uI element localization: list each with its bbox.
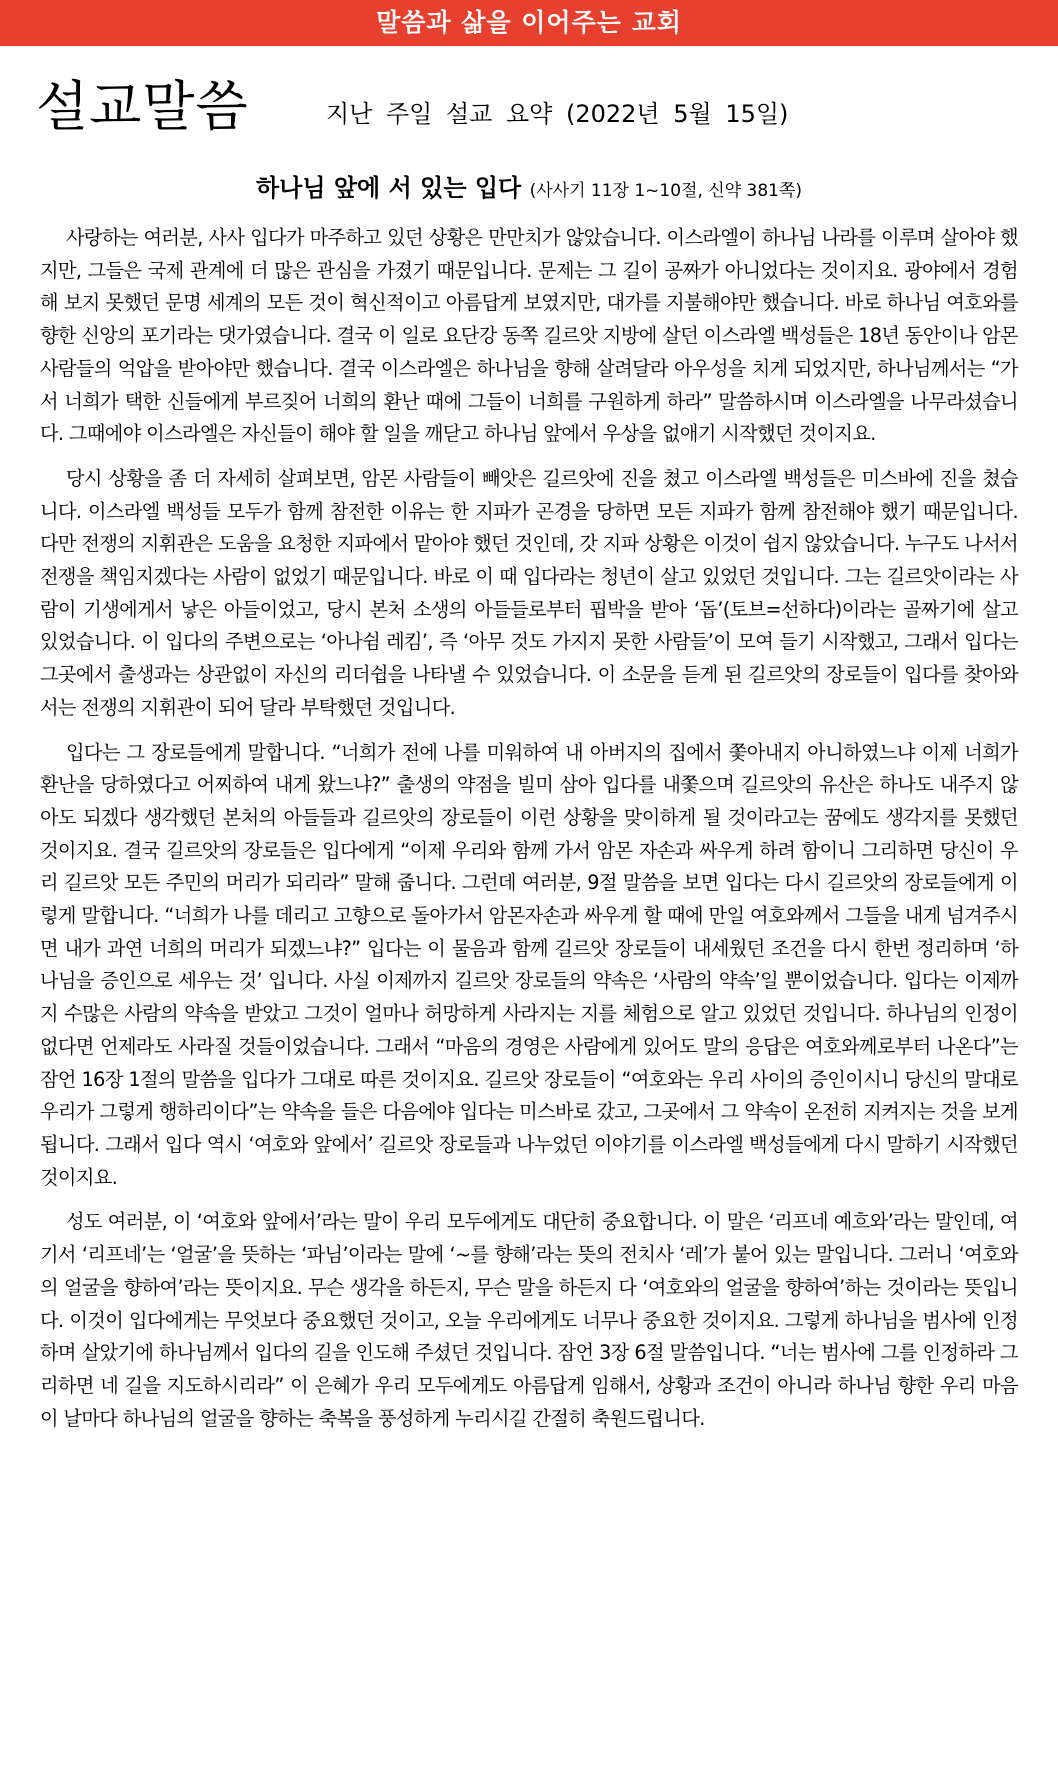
sermon-reference: (사사기 11장 1~10절, 신약 381쪽) <box>529 181 803 201</box>
paragraph-4: 성도 여러분, 이 ‘여호와 앞에서’라는 말이 우리 모두에게도 대단히 중요합니다. 이 말은 ‘리프네 예흐와’라는 말인데, 여기서 ‘리프네’는 ‘얼굴’을 뜻하는 ‘파님’이라는 말에 ‘~를 향해’라는 뜻의 전치사 ‘레’가 붙어 있는 말입니다. 그러니 ‘여호와의 얼굴을 향하여’라는 뜻이지요. 무슨 생각을 하든지, 무슨 말을 하든지 다 ‘여호와의 얼굴을 향하여’하는 것이라는 뜻입니다. 이것이 입다에게는 무엇보다 중요했던 것이고, 오늘 우리에게도 너무나 중요한 것이지요. 그렇게 하나님을 범사에 인정하며 살았기에 하나님께서 입다의 길을 인도해 주셨던 것입니다. 잠언 3장 6절 말씀입니다. “너는 범사에 그를 인정하라 그리하면 네 길을 지도하시리라” 이 은혜가 우리 모두에게도 아름답게 임해서, 상황과 조건이 아니라 하나님 향한 우리 마음이 날마다 하나님의 얼굴을 향하는 축복을 풍성하게 누리시길 간절히 축원드립니다. <box>40 1210 1018 1430</box>
sermon-heading <box>0 172 1058 207</box>
page-subtitle: 지난 주일 설교 요약 (2022년 5월 15일) <box>326 100 789 128</box>
page-title: 설교말씀 <box>36 75 249 138</box>
sermon-title: 하나님 앞에 서 있는 입다 <box>255 174 522 202</box>
paragraph-3: 입다는 그 장로들에게 말합니다. “너희가 전에 나를 미워하여 내 아버지의 집에서 쫓아내지 아니하였느냐 이제 너희가 환난을 당하였다고 어찌하여 내게 왔느냐?” 출생의 약점을 빌미 삼아 입다를 내쫓으며 길르앗의 유산은 하나도 내주지 않아도 되겠다 생각했던 본처의 아들들과 길르앗의 장로들이 이런 상황을 맞이하게 될 것이라고는 꿈에도 생각지를 못했던 것이지요. 결국 길르앗의 장로들은 입다에게 “이제 우리와 함께 가서 암몬 자손과 싸우게 하려 함이니 그리하면 당신이 우리 길르앗 모든 주민의 머리가 되리라” 말해 줍니다. 그런데 여러분, 9절 말씀을 보면 입다는 다시 길르앗의 장로들에게 이렇게 말합니다. “너희가 나를 데리고 고향으로 돌아가서 암몬자손과 싸우게 할 때에 만일 여호와께서 그들을 내게 넘겨주시면 내가 과연 너희의 머리가 되겠느냐?” 입다는 이 물음과 함께 길르앗 장로들이 내세웠던 조건을 다시 한번 정리하며 ‘하나님을 증인으로 세우는 것’ 입니다. 사실 이제까지 길르앗 장로들의 약속은 ‘사람의 약속’일 뿐이었습니다. 입다는 이제까지 수많은 사람의 약속을 받았고 그것이 얼마나 허망하게 사라지는 지를 체험으로 알고 있었던 것입니다. 하나님의 인정이 없다면 언제라도 사라질 것들이었습니다. 그래서 “마음의 경영은 사람에게 있어도 말의 응답은 여호와께로부터 나온다”는 잠언 16장 1절의 말씀을 입다가 그대로 따른 것이지요. 길르앗 장로들이 “여호와는 우리 사이의 증인이시니 당신의 말대로 우리가 그렇게 행하리이다”는 약속을 들은 다음에야 입다는 미스바로 갔고, 그곳에서 그 약속이 온전히 지켜지는 것을 보게 됩니다. 그래서 입다 역시 ‘여호와 앞에서’ 길르앗 장로들과 나누었던 이야기를 이스라엘 백성들에게 다시 말하기 시작했던 것이지요. <box>40 740 1018 1189</box>
paragraph-1: 사랑하는 여러분, 사사 입다가 마주하고 있던 상황은 만만치가 않았습니다. 이스라엘이 하나님 나라를 이루며 살아야 했지만, 그들은 국제 관계에 더 많은 관심을 가졌기 때문입니다. 문제는 그 길이 공짜가 아니었다는 것이지요. 광야에서 경험해 보지 못했던 문명 세계의 모든 것이 혁신적이고 아름답게 보였지만, 대가를 지불해야만 했습니다. 바로 하나님 여호와를 향한 신앙의 포기라는 댓가였습니다. 결국 이 일로 요단강 동쪽 길르앗 지방에 살던 이스라엘 백성들은 18년 동안이나 암몬 사람들의 억압을 받아야만 했습니다. 결국 이스라엘은 하나님을 향해 살려달라 아우성을 치게 되었지만, 하나님께서는 “가서 너희가 택한 신들에게 부르짖어 너희의 환난 때에 그들이 너희를 구원하게 하라” 말씀하시며 이스라엘을 나무라셨습니다. 그때에야 이스라엘은 자신들이 해야 할 일을 깨닫고 하나님 앞에서 우상을 없애기 시작했던 것이지요. <box>40 226 1018 446</box>
sermon-body <box>40 222 1018 1447</box>
page-header <box>36 72 1026 148</box>
church-banner <box>0 0 1058 46</box>
banner-text: 말씀과 삶을 이어주는 교회 <box>376 8 682 37</box>
paragraph-2: 당시 상황을 좀 더 자세히 살펴보면, 암몬 사람들이 빼앗은 길르앗에 진을 쳤고 이스라엘 백성들은 미스바에 진을 쳤습니다. 이스라엘 백성들 모두가 함께 참전한 이유는 한 지파가 곤경을 당하면 모든 지파가 함께 참전해야 했기 때문입니다. 다만 전쟁의 지휘관은 도움을 요청한 지파에서 맡아야 했던 것인데, 갓 지파 상황은 이것이 쉽지 않았습니다. 누구도 나서서 전쟁을 책임지겠다는 사람이 없었기 때문입니다. 바로 이 때 입다라는 청년이 살고 있었던 것입니다. 그는 길르앗이라는 사람이 기생에게서 낳은 아들이었고, 당시 본처 소생의 아들들로부터 핍박을 받아 ‘돕’(토브=선하다)이라는 골짜기에 살고 있었습니다. 이 입다의 주변으로는 ‘아나쉼 레킴’, 즉 ‘아무 것도 가지지 못한 사람들’이 모여 들기 시작했고, 그래서 입다는 그곳에서 출생과는 상관없이 자신의 리더쉽을 나타낼 수 있었습니다. 이 소문을 듣게 된 길르앗의 장로들이 입다를 찾아와서는 전쟁의 지휘관이 되어 달라 부탁했던 것입니다. <box>40 466 1018 719</box>
